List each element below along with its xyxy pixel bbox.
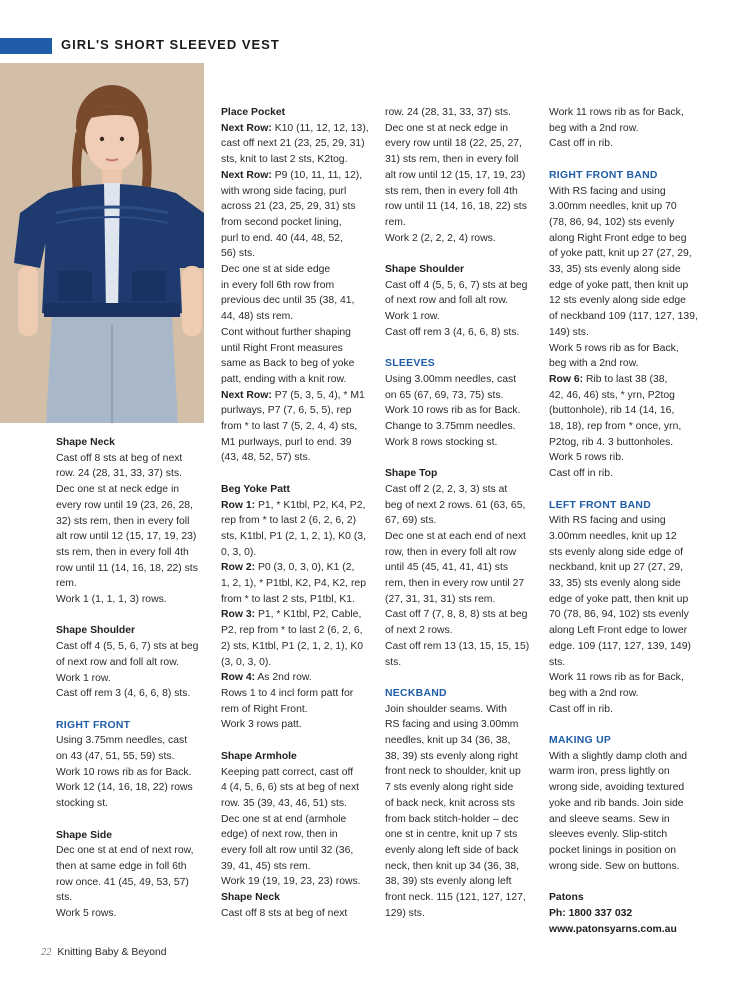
paragraph-gap [221,733,373,749]
subheading: Shape Top [385,468,438,480]
paragraph-gap [221,466,373,482]
subheading: Beg Yoke Patt [221,483,290,495]
text-line: edge of yoke patt, then knit up [549,593,689,605]
subheading: www.patonsyarns.com.au [549,923,677,935]
text-line: row until 11 (14, 16, 18, 22) sts [56,562,198,574]
text-line: Dec one st at neck edge in [56,484,180,496]
text-line: beg with a 2nd row. [549,122,639,134]
text-line: Dec one st at end of next row, [56,845,194,857]
paragraph-gap [385,670,537,686]
instruction-line [221,121,373,137]
text-line: Work 1 (1, 1, 1, 3) rows. [56,594,167,606]
row-instruction: P0 (3, 0, 3, 0), K1 (2, [255,562,355,574]
text-line: 70 (78, 86, 94, 102) sts evenly [549,609,689,621]
text-line: front neck. 115 (121, 127, 127, [385,892,526,904]
text-line: sts rem, then in every foll 4th [56,546,189,558]
section-heading: LEFT FRONT BAND [549,499,652,511]
column-1 [56,435,202,922]
text-line: on 43 (47, 51, 55, 59) sts. [56,751,175,763]
subheading: Shape Neck [221,892,280,904]
text-line: Dec one st at end (armhole [221,813,347,825]
text-line: along Right Front edge to beg [549,232,687,244]
header-accent-bar [0,38,52,54]
text-line: of yoke patt, knit up 27 (27, 29, [549,248,692,260]
text-line: Work 11 rows rib as for Back, [549,672,684,684]
text-line: previous dec until 35 (38, 41, [221,295,355,307]
subheading: Shape Neck [56,437,115,448]
subheading: Place Pocket [221,107,286,118]
text-line: row. 24 (28, 31, 33, 37) sts. [385,107,511,118]
text-line: Cast off 2 (2, 2, 3, 3) sts at [385,483,508,495]
text-line: neck, then knit up 34 (36, 38, [385,860,520,872]
text-line: alt row until 12 (15, 17, 19, 23) [56,531,197,543]
text-line: Cast off rem 13 (13, 15, 15, 15) [385,640,530,652]
text-line: and sleeve seams. Sew in [549,813,670,825]
text-line: Work 1 row. [385,311,440,323]
text-line: 33, 35) sts evenly along side [549,578,681,590]
text-line: 12 sts evenly along side edge [549,295,686,307]
text-line: rem, then in every row until 27 [385,578,525,590]
text-line: Work 5 rows. [56,908,117,920]
text-line: in every foll 6th row from [221,279,335,291]
paragraph-gap [549,874,701,890]
row-instruction: P7 (5, 3, 5, 4), * M1 [271,389,365,401]
text-line: wrong side, avoiding textured [549,782,685,794]
text-line: rem of Right Front. [221,703,308,715]
row-instruction: As 2nd row. [255,672,312,684]
text-line: Keeping patt correct, cast off [221,766,354,778]
section-heading: RIGHT FRONT BAND [549,169,658,181]
section-heading: RIGHT FRONT [56,719,131,731]
row-label: Row 6: [549,373,584,385]
page-footer [41,947,167,958]
text-line: 7 sts evenly along right side [385,782,514,794]
section-heading: SLEEVES [385,358,436,370]
text-line: Cast off in rib. [549,138,613,150]
text-line: 33, 35) sts evenly along side [549,264,681,276]
text-line: same as Back to beg of yoke [221,358,355,370]
text-line: 56) sts. [221,248,256,260]
text-line: edge of yoke patt, then knit up [549,279,689,291]
text-line: Using 3.75mm needles, cast [56,735,188,747]
column-3 [385,105,537,922]
text-line: rem. [385,216,406,228]
text-line: Cast off 8 sts at beg of next [56,452,183,464]
text-line: 38, 39) sts evenly along left [385,876,512,888]
text-line: from back stitch-holder – dec [385,813,519,825]
text-line: edge. 109 (117, 127, 139, 149) sts. [549,640,691,668]
row-label: Next Row: [221,169,272,181]
text-line: sts, K1tbl, P1 (2, 1, 2, 1), K0 (3, [221,530,366,542]
text-line: along Left Front edge to lower [549,625,688,637]
text-line: row. 35 (39, 43, 46, 51) sts. [221,797,347,809]
text-line: 32) sts rem, then in every foll [56,515,190,527]
text-line: row, then in every foll alt row [385,546,517,558]
section-heading: MAKING UP [549,735,612,747]
text-line: yoke and rib bands. Join side [549,797,684,809]
text-line: Dec one st at each end of next [385,530,526,542]
text-line: until 45 (45, 41, 41, 41) sts [385,562,509,574]
text-line: Dec one st at neck edge in [385,122,509,134]
text-line: (27, 31, 31, 31) sts rem. [385,593,496,605]
text-line: 67, 69) sts. [385,515,437,527]
text-line: 4 (4, 5, 6, 6) sts at beg of next [221,782,360,794]
page-number: 22 [41,947,52,958]
paragraph-gap [385,450,537,466]
text-line: Work 5 rows rib as for Back, [549,342,679,354]
instruction-line [221,670,373,686]
instruction-line [221,607,373,623]
text-line: purl to end. 40 (44, 48, 52, [221,232,343,244]
text-line: edge) of next row, then in [221,829,338,841]
text-line: (43, 48, 52, 57) sts. [221,452,311,464]
subheading: Shape Shoulder [385,264,465,276]
paragraph-gap [385,246,537,262]
text-line: beg with a 2nd row. [549,358,639,370]
text-line: 3.00mm needles, knit up 12 [549,530,677,542]
text-line: neckband, knit up 27 (27, 29, [549,562,684,574]
text-line: With a slightly damp cloth and [549,750,688,762]
text-line: Using 3.00mm needles, cast [385,373,517,385]
text-line: Work 5 rows rib. [549,452,624,464]
text-line: 129) sts. [385,907,425,919]
text-line: front neck to shoulder, knit up [385,766,521,778]
text-line: with wrong side facing, purl [221,185,347,197]
text-line: then at same edge in foll 6th [56,860,187,872]
text-line: P2, rep from * to last 2 (6, 2, 6, [221,625,363,637]
text-line: sts, knit to last 2 sts, K2tog. [221,154,348,166]
row-label: Row 2: [221,562,256,574]
paragraph-gap [549,717,701,733]
text-line: 0, 3, 0). [221,546,257,558]
text-line: sts rem, then in every foll 4th [385,185,518,197]
book-title: Knitting Baby & Beyond [57,947,167,958]
text-line: evenly along left side of back [385,844,519,856]
row-label: Row 1: [221,499,256,511]
text-line: RS facing and using 3.00mm [385,719,519,731]
text-line: rep from * to last 2 (6, 2, 6, 2) [221,515,357,527]
text-line: (buttonhole), rib 14 (14, 16, [549,405,675,417]
text-line: pocket linings in position on [549,845,677,856]
text-line: warm iron, press lightly on [549,766,670,778]
text-line: cast off next 21 (23, 25, 29, 31) [221,138,365,150]
section-heading: NECKBAND [385,687,447,699]
text-line: Cast off rem 3 (4, 6, 6, 8) sts. [56,688,191,700]
text-line: one st in centre, knit up 7 sts [385,829,518,841]
text-line: 1, 2, 1), * P1tbl, K2, P4, K2, rep [221,578,366,590]
text-line: from * to last 2 sts, P1tbl, K1. [221,593,355,605]
text-line: Work 11 rows rib as for Back, [549,107,684,118]
row-label: Next Row: [221,122,272,134]
text-line: purlways, P7 (7, 6, 5, 5), rep [221,405,352,417]
row-label: Next Row: [221,389,272,401]
text-line: Work 10 rows rib as for Back. [56,766,192,778]
text-line: 42, 46, 46) sts, * yrn, P2tog [549,389,675,401]
text-line: every row until 19 (23, 26, 28, [56,499,193,511]
text-line: row once. 41 (45, 49, 53, 57) [56,876,189,888]
text-line: Work 10 rows rib as for Back. [385,405,521,417]
text-line: 149) sts. [549,326,589,338]
text-line: of next row and foll alt row. [56,656,180,668]
text-line: every foll alt row until 32 (36, [221,845,354,857]
paragraph-gap [56,812,202,828]
paragraph-gap [385,341,537,357]
text-line: until Right Front measures [221,342,343,354]
text-line: Cast off in rib. [549,703,613,715]
instruction-line [221,498,373,514]
text-line: Rows 1 to 4 incl form patt for [221,688,354,699]
instruction-line [221,388,373,404]
text-line: row until 11 (14, 16, 18, 22) sts [385,201,527,213]
instruction-line [549,372,701,388]
subheading: Patons [549,892,584,904]
text-line: 2) sts, K1tbl, P1 (2, 1, 2, 1), K0 [221,640,364,652]
text-line: row. 24 (28, 31, 33, 37) sts. [56,468,182,480]
text-line: Work 3 rows patt. [221,719,302,731]
text-line: Cast off 8 sts at beg of next [221,907,348,919]
text-line: of neckband 109 (117, 127, 139, [549,311,698,323]
text-line: of back neck, knit across sts [385,797,515,809]
row-instruction: P1, * K1tbl, P2, K4, P2, [255,499,366,511]
row-instruction: K10 (11, 12, 12, 13), [271,122,369,134]
text-line: Cont without further shaping [221,326,351,338]
row-label: Row 4: [221,672,256,684]
text-line: on 65 (67, 69, 73, 75) sts. [385,389,504,401]
garment-photo [0,63,204,423]
text-line: Work 2 (2, 2, 2, 4) rows. [385,232,496,244]
text-line: M1 purlways, purl to end. 39 [221,436,352,448]
text-line: across 21 (23, 25, 29, 31) sts [221,201,356,213]
text-line: Join shoulder seams. With [385,703,507,715]
text-line: patt, ending with a knit row. [221,373,347,385]
text-line: Work 12 (14, 16, 18, 22) rows [56,782,193,794]
subheading: Shape Armhole [221,750,297,762]
text-line: Work 8 rows stocking st. [385,436,498,448]
text-line: 3.00mm needles, knit up 70 [549,201,677,213]
row-instruction: P9 (10, 11, 11, 12), [271,169,363,181]
text-line: P2tog, rib 4. 3 buttonholes. [549,436,674,448]
row-label: Row 3: [221,609,256,621]
subheading: Shape Shoulder [56,625,136,637]
text-line: Cast off rem 3 (4, 6, 6, 8) sts. [385,326,520,338]
text-line: sts evenly along side edge of [549,546,684,558]
row-instruction: P1, * K1tbl, P2, Cable, [255,609,362,621]
text-line: sts. [56,892,73,904]
paragraph-gap [549,152,701,168]
text-line: alt row until 12 (15, 17, 19, 23) [385,169,526,181]
text-line: With RS facing and using [549,185,666,197]
text-line: Cast off 4 (5, 5, 6, 7) sts at beg [385,279,528,291]
text-line: With RS facing and using [549,515,666,527]
text-line: from second pocket lining, [221,216,342,228]
text-line: Dec one st at side edge [221,264,331,276]
text-line: 39, 41, 45) sts rem. [221,860,311,872]
text-line: 38, 39) sts evenly along right [385,750,518,762]
text-line: from * to last 7 (5, 2, 4, 4) sts, [221,421,358,433]
text-line: Change to 3.75mm needles. [385,421,516,433]
text-line: sleeves evenly. Slip-stitch [549,829,668,841]
text-line: needles, knit up 34 (36, 38, [385,735,511,747]
text-line: every row until 18 (22, 25, 27, [385,138,522,150]
text-line: beg of next 2 rows. 61 (63, 65, [385,499,526,511]
text-line: beg with a 2nd row. [549,687,639,699]
subheading: Shape Side [56,829,113,841]
text-line: of next row and foll alt row. [385,295,509,307]
page-title: GIRL'S SHORT SLEEVED VEST [61,37,280,52]
row-instruction: Rib to last 38 (38, [583,373,668,385]
instruction-line [221,168,373,184]
text-line: rem. [56,578,77,590]
text-line: Cast off in rib. [549,468,613,480]
instruction-line [221,560,373,576]
text-line: Cast off 7 (7, 8, 8, 8) sts at beg [385,609,528,621]
subheading: Ph: 1800 337 032 [549,907,633,919]
text-line: (3, 0, 3, 0). [221,656,272,668]
text-line: Cast off 4 (5, 5, 6, 7) sts at beg [56,641,199,653]
text-line: stocking st. [56,798,108,810]
text-line: 31) sts rem, then in every foll [385,154,519,166]
paragraph-gap [549,482,701,498]
text-line: sts. [385,656,402,668]
paragraph-gap [56,608,202,624]
text-line: 18, 18), rep from * once, yrn, [549,421,682,433]
paragraph-gap [56,702,202,718]
column-2 [221,105,373,922]
text-line: (78, 86, 94, 102) sts evenly [549,216,675,228]
text-line: Work 19 (19, 19, 23, 23) rows. [221,876,361,888]
text-line: wrong side. Sew on buttons. [549,860,680,872]
column-4 [549,105,701,937]
text-line: of next 2 rows. [385,625,453,637]
text-line: 44, 48) sts rem. [221,311,294,323]
text-line: Work 1 row. [56,672,111,684]
